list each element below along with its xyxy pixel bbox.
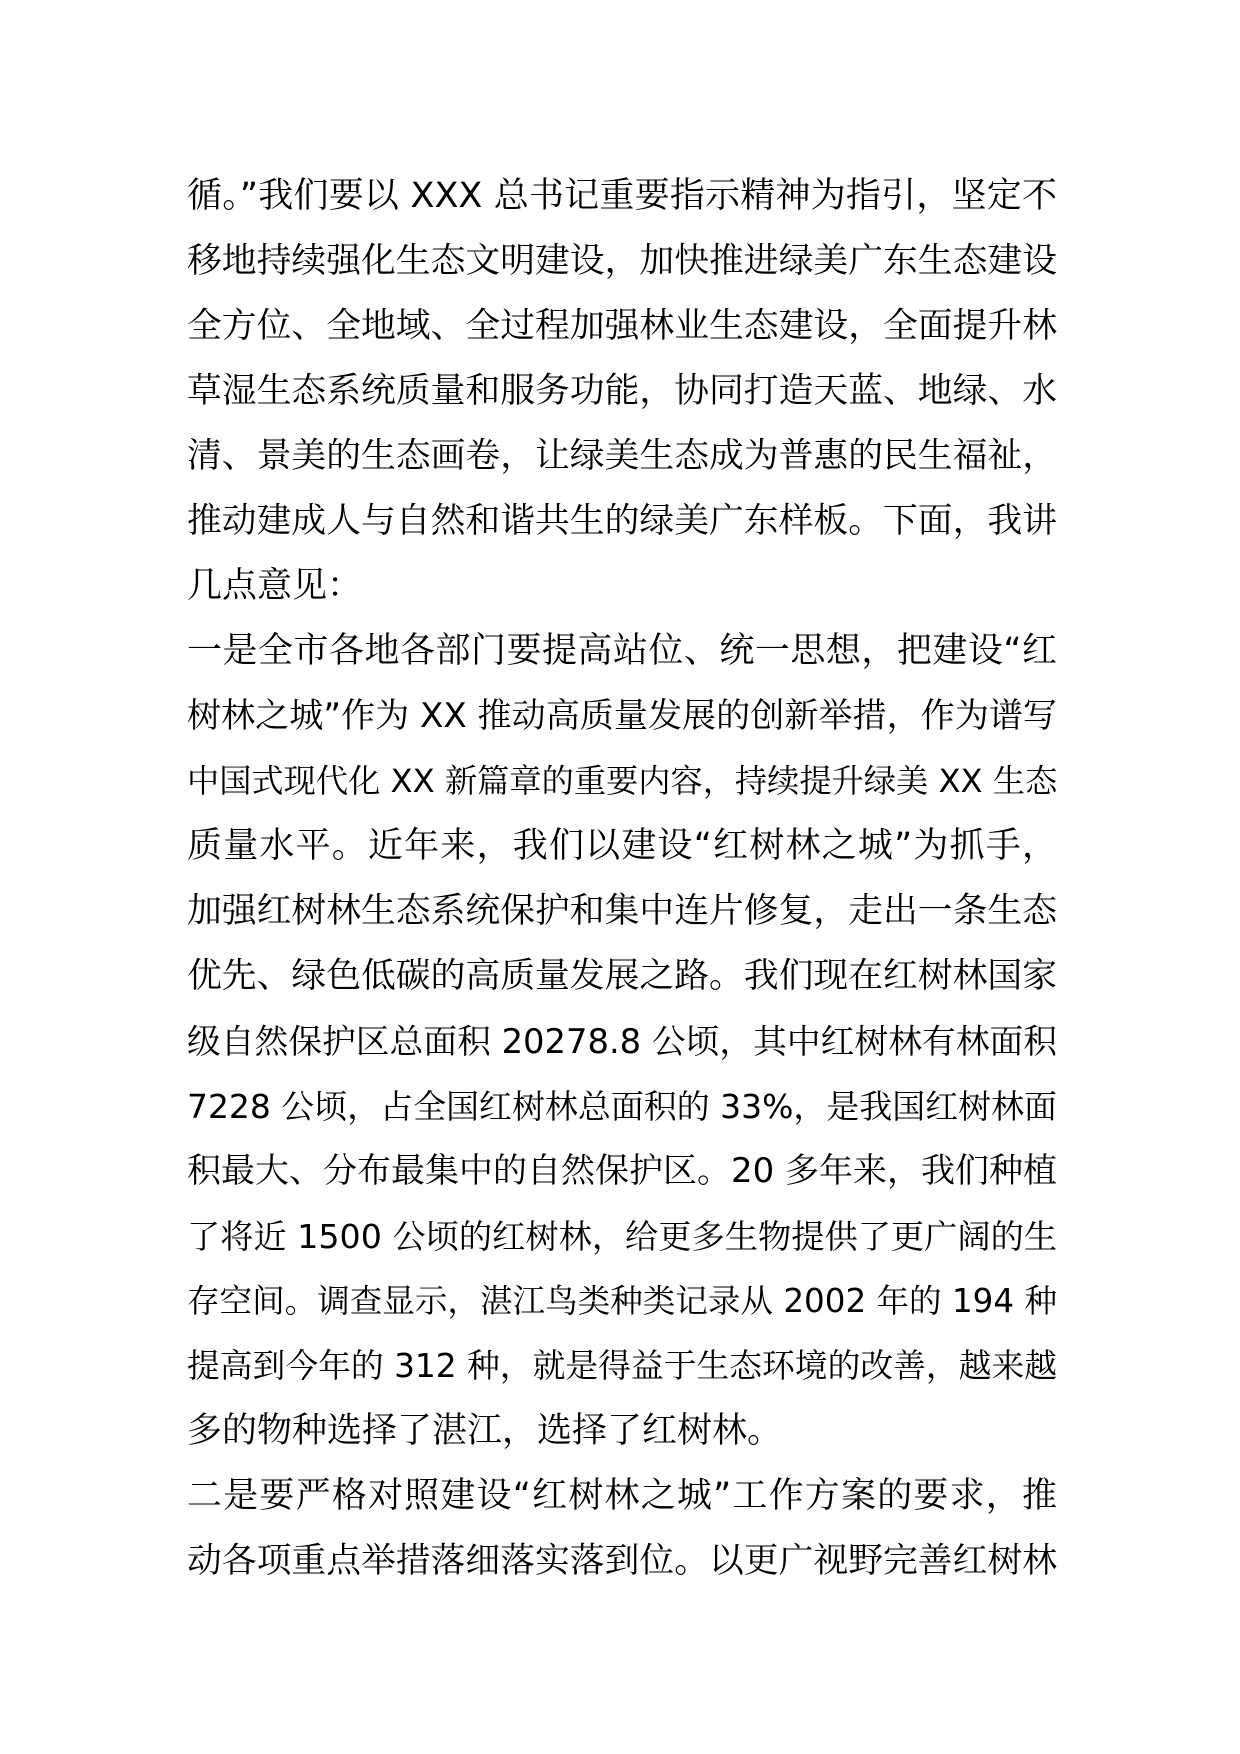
- text-line: 二是要严格对照建设“红树林之城”工作方案的要求，推: [187, 1476, 1057, 1516]
- body-text: [187, 164, 1057, 1594]
- text-line: 质量水平。近年来，我们以建设“红树林之城”为抓手，: [187, 826, 1057, 866]
- text-line: 存空间。调查显示，湛江鸟类种类记录从 2002 年的 194 种: [187, 1282, 1057, 1320]
- text-line: 7228 公顷，占全国红树林总面积的 33%，是我国红树林面: [187, 1087, 1057, 1126]
- text-line: 推动建成人与自然和谐共生的绿美广东样板。下面，我讲: [187, 501, 1057, 541]
- text-line: 了将近 1500 公顷的红树林，给更多生物提供了更广阔的生: [187, 1217, 1058, 1256]
- text-line: 动各项重点举措落细落实落到位。以更广视野完善红树林: [187, 1541, 1057, 1581]
- text-line: 全方位、全地域、全过程加强林业生态建设，全面提升林: [187, 306, 1057, 346]
- text-line: 级自然保护区总面积 20278.8 公顷，其中红树林有林面积: [187, 1022, 1057, 1061]
- text-line: 加强红树林生态系统保护和集中连片修复，走出一条生态: [187, 891, 1057, 931]
- text-line: 草湿生态系统质量和服务功能，协同打造天蓝、地绿、水: [187, 371, 1057, 411]
- text-line: 积最大、分布最集中的自然保护区。20 多年来，我们种植: [187, 1151, 1057, 1191]
- text-line: 提高到今年的 312 种，就是得益于生态环境的改善，越来越: [187, 1347, 1057, 1385]
- text-line: 清、景美的生态画卷，让绿美生态成为普惠的民生福祉，: [187, 436, 1057, 476]
- text-line: 多的物种选择了湛江，选择了红树林。: [187, 1411, 783, 1451]
- text-line: 中国式现代化 XX 新篇章的重要内容，持续提升绿美 XX 生态: [187, 762, 1058, 800]
- text-line: 树林之城”作为 XX 推动高质量发展的创新举措，作为谱写: [187, 696, 1057, 736]
- text-line: 移地持续强化生态文明建设，加快推进绿美广东生态建设: [187, 241, 1057, 281]
- text-line: 循。”我们要以 XXX 总书记重要指示精神为指引，坚定不: [187, 176, 1057, 216]
- text-line: 一是全市各地各部门要提高站位、统一思想，把建设“红: [187, 631, 1057, 671]
- text-line: 几点意见：: [187, 566, 363, 606]
- text-line: 优先、绿色低碳的高质量发展之路。我们现在红树林国家: [187, 956, 1057, 996]
